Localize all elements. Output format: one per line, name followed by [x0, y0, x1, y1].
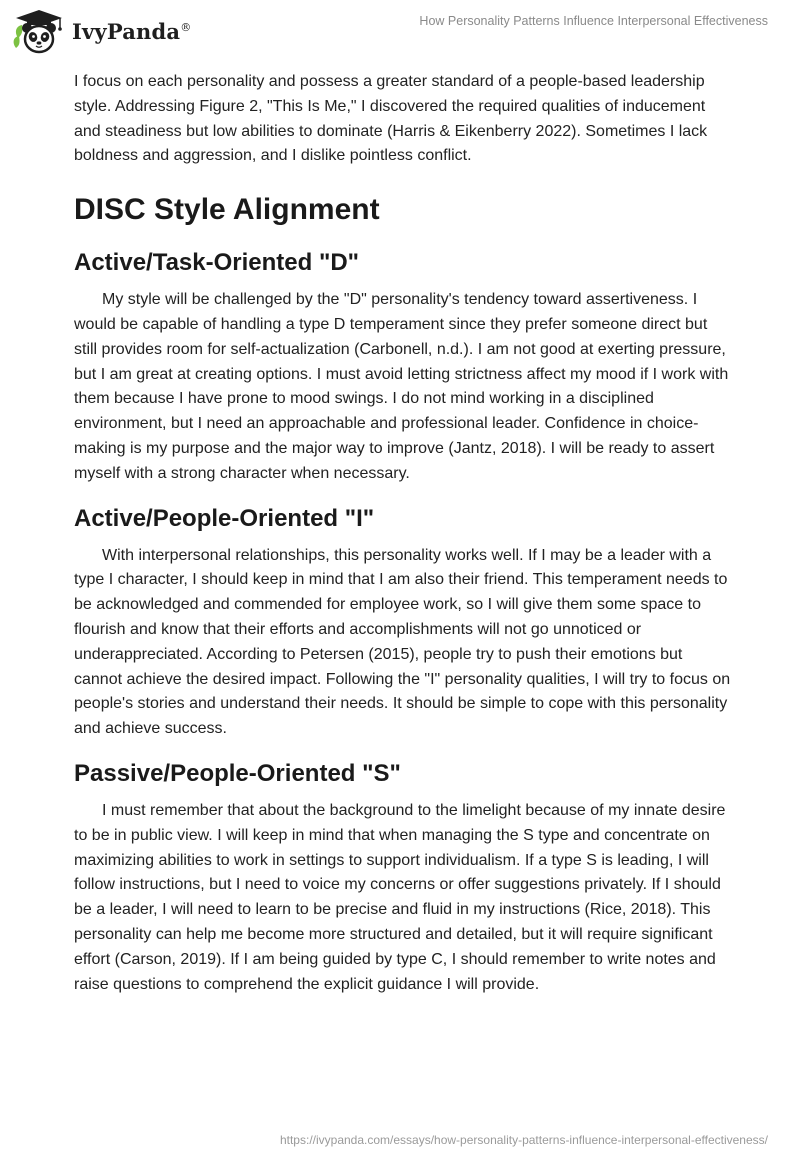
ivypanda-logo[interactable] [12, 8, 191, 54]
section-title: DISC Style Alignment [74, 193, 380, 227]
subsection-paragraph-i: With interpersonal relationships, this personality works well. If I may be a leader with a type I character, I should keep in mind that I am also their friend. This temperament needs to be acknowledged and commended for employee work, so I will give them some space to flourish and know that their efforts and accomplishments will not go unnoticed or underappreciated. According to Petersen (2015), people try to push their emotions but cannot achieve the desired impact. Following the "I" personality qualities, I will try to focus on people's stories and understand their needs. It should be simple to cope with this personality and achieve success. [74, 546, 731, 738]
panda-graduate-icon [12, 8, 66, 54]
subsection-heading-s: Passive/People-Oriented "S" [74, 759, 401, 787]
intro-paragraph: I focus on each personality and possess a greater standard of a people-based leadership style. Addressing Figure 2, "This Is Me," I discovered the required qualities of inducement and steadiness but low abilities to dominate (Harris & Eikenberry 2022). Sometimes I lack boldness and aggression, and I dislike pointless conflict. [74, 73, 708, 165]
subsection-paragraph-s: I must remember that about the background to the limelight because of my innate desire to be in public view. I will keep in mind that when managing the S type and concentrate on maximizing abilities to work in settings to support individualism. If a type S is leading, I will follow instructions, but I need to voice my concerns or offer suggestions privately. If I should be a leader, I will need to learn to be precise and fluid in my instructions (Rice, 2018). This personality can help me become more structured and detailed, but it will require significant effort (Carson, 2019). If I am being guided by type C, I should remember to write notes and raise questions to comprehend the explicit guidance I will provide. [74, 801, 726, 993]
essay-content [74, 70, 734, 997]
subsection-heading-i: Active/People-Oriented "I" [74, 504, 375, 532]
brand-name-text: IvyPanda [72, 18, 181, 44]
subsection-paragraph-d: My style will be challenged by the "D" personality's tendency toward assertiveness. I would be capable of handling a type D temperament since they prefer someone direct but still provides room for self-actualization (Carbonell, n.d.). I am not good at exerting pressure, but I am great at creating options. I must avoid letting strictness affect my mood if I work with them because I have prone to mood swings. I do not mind working in a disciplined environment, but I need an approachable and professional leader. Confidence in choice-making is my purpose and the major way to improve (Jantz, 2018). I will be ready to assert myself with a strong character when necessary. [74, 291, 729, 482]
document-title: How Personality Patterns Influence Interpersonal Effectiveness [419, 14, 768, 28]
brand-name [72, 19, 191, 44]
subsection-heading-d: Active/Task-Oriented "D" [74, 249, 360, 277]
page-header [0, 0, 800, 60]
source-url[interactable]: https://ivypanda.com/essays/how-personality-patterns-influence-interpersonal-effectiveness/ [279, 1133, 768, 1147]
registered-mark: ® [180, 20, 192, 34]
